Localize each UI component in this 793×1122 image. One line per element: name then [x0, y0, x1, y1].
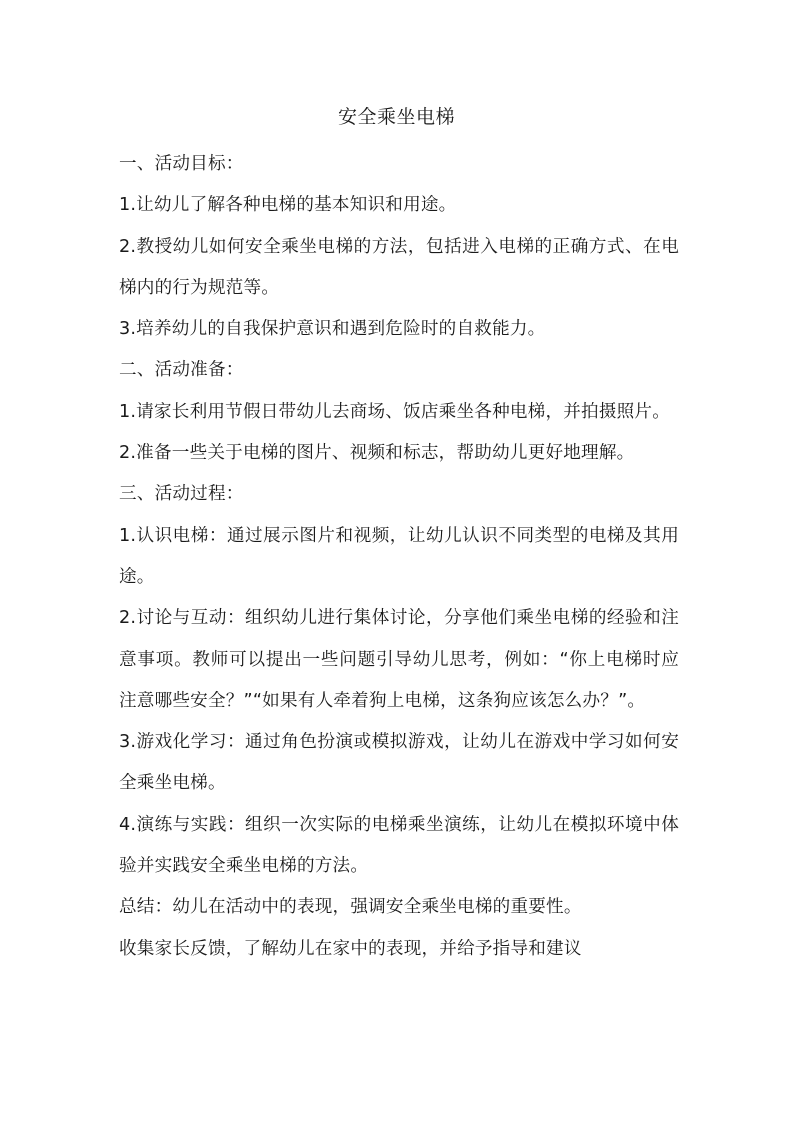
preparation-item-1: 1.请家长利用节假日带幼儿去商场、饭店乘坐各种电梯，并拍摄照片。	[119, 401, 671, 422]
goal-item-2: 2.教授幼儿如何安全乘坐电梯的方法，包括进入电梯的正确方式、在电梯内的行为规范等。	[119, 236, 679, 298]
process-item-2: 2.讨论与互动：组织幼儿进行集体讨论，分享他们乘坐电梯的经验和注意事项。教师可以提出一些问题引导幼儿思考，例如：“你上电梯时应注意哪些安全？”“如果有人牵着狗上电梯，这条狗应该怎么办？”。	[119, 608, 679, 711]
document-body	[119, 144, 679, 970]
process-item-1: 1.认识电梯：通过展示图片和视频，让幼儿认识不同类型的电梯及其用途。	[119, 525, 679, 587]
goal-item-1: 1.让幼儿了解各种电梯的基本知识和用途。	[119, 195, 457, 216]
process-item-3: 3.游戏化学习：通过角色扮演或模拟游戏，让幼儿在游戏中学习如何安全乘坐电梯。	[119, 732, 679, 794]
preparation-item-2: 2.准备一些关于电梯的图片、视频和标志，帮助幼儿更好地理解。	[119, 443, 635, 464]
section-heading-preparation: 二、活动准备：	[119, 360, 244, 381]
goal-item-3: 3.培养幼儿的自我保护意识和遇到危险时的自救能力。	[119, 319, 546, 340]
document-title: 安全乘坐电梯	[337, 106, 455, 128]
summary-paragraph: 总结：幼儿在活动中的表现，强调安全乘坐电梯的重要性。	[119, 897, 582, 918]
section-heading-process: 三、活动过程：	[119, 484, 244, 505]
section-heading-goals: 一、活动目标：	[119, 154, 244, 174]
process-item-4: 4.演练与实践：组织一次实际的电梯乘坐演练，让幼儿在模拟环境中体验并实践安全乘坐电梯的方法。	[119, 814, 679, 877]
feedback-paragraph: 收集家长反馈，了解幼儿在家中的表现，并给予指导和建议	[119, 938, 582, 959]
